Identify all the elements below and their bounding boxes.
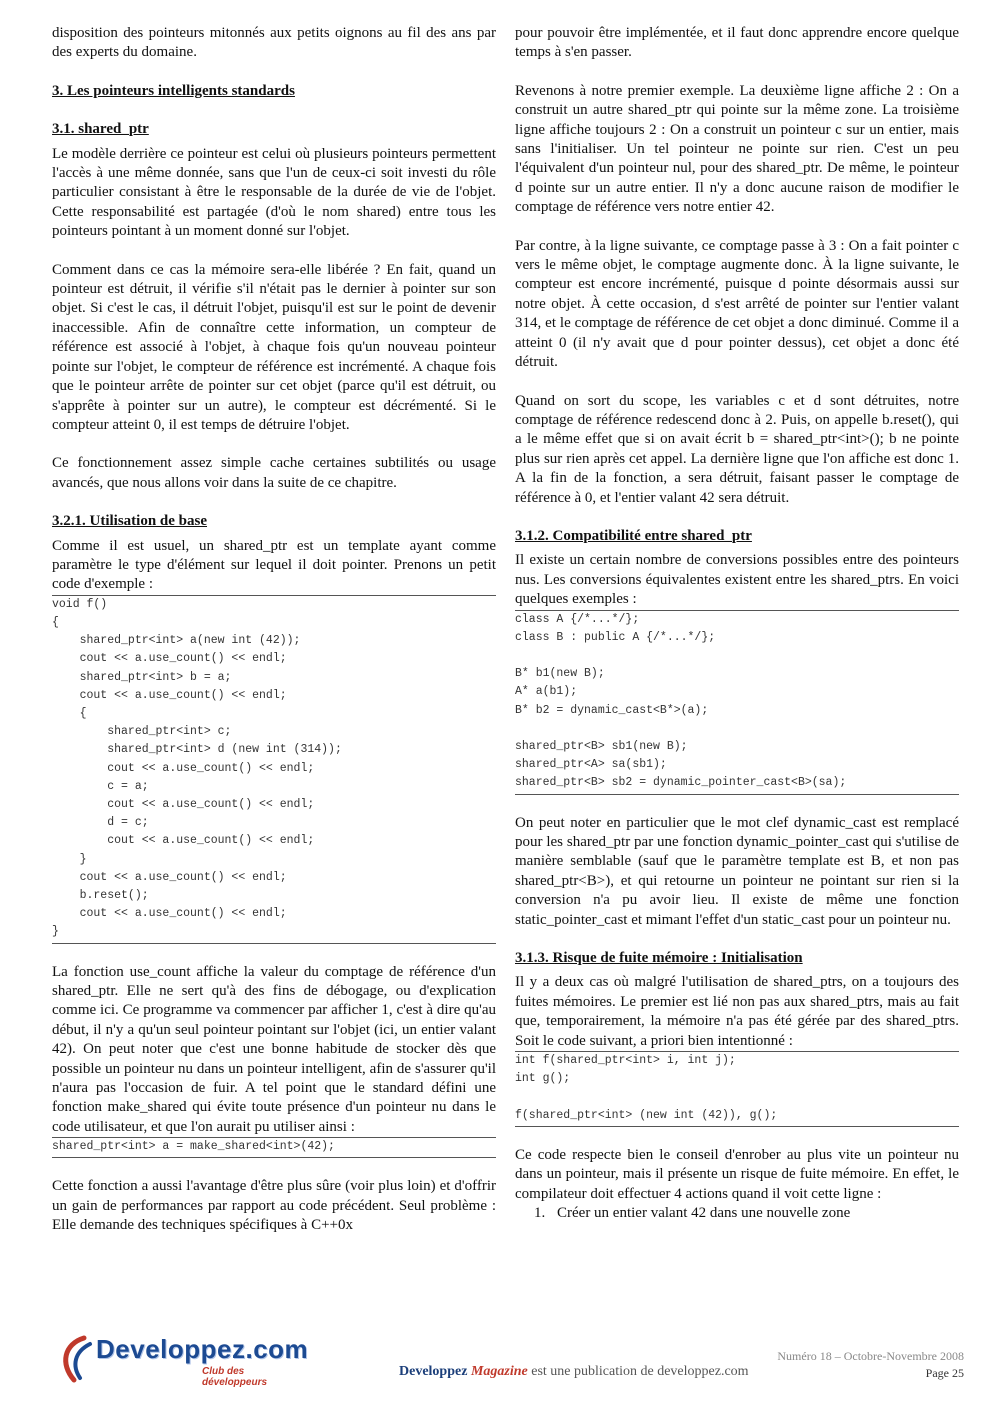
paragraph: On peut noter en particulier que le mot clef dynamic_cast est remplacé pour les shared_ptr par une fonction dynamic_pointer_cast qui s'utilise de manière semblable (sauf que le paramètre template est B, et non pas shared_ptr<B>), et qui retourne un pointeur ne pointant sur rien si la conversion n'a pu avoir lieu. Il existe de même une fonction static_pointer_cast et mimant l'effet d'un static_cast pour un pointeur nu. xyxy=(515,814,959,928)
code-block: class A {/*...*/}; class B : public A {/*...*/}; B* b1(new B); A* a(b1); B* b2 = dynamic_cast<B*>(a); shared_ptr<B> sb1(new B); shared_ptr<A> sa(sb1); shared_ptr<B> sb2 = dynamic_pointer_cast<B>(sa); xyxy=(515,610,959,795)
page-number: Page 25 xyxy=(925,1366,964,1380)
left-column xyxy=(52,24,496,1236)
code-block: shared_ptr<int> a = make_shared<int>(42); xyxy=(52,1137,496,1158)
section-heading: 3.1.2. Compatibilité entre shared_ptr xyxy=(515,527,752,544)
publication-text: est une publication de developpez.com xyxy=(527,1364,749,1379)
developpez-logo xyxy=(52,1334,312,1386)
paragraph: Quand on sort du scope, les variables c et d sont détruites, notre comptage de référence redescend donc à 2. Puis, on appelle b.reset(), qui a le même effet que si on avait écrit b = shared_ptr<int>(); b ne pointe plus sur rien après cet appel. La dernière ligne que l'on affiche est donc 1. A la fin de la fonction, a sera détruit, faisant passer le comptage de référence à 0, et l'entier valant 42 sera détruit. xyxy=(515,392,959,506)
paragraph: Il existe un certain nombre de conversions possibles entre des pointeurs nus. Les conversions équivalentes existent entre les shared_ptrs. En voici quelques exemples : xyxy=(515,552,959,608)
numbered-list xyxy=(515,1204,959,1223)
code-block: void f() { shared_ptr<int> a(new int (42)); cout << a.use_count() << endl; shared_ptr<int> b = a; cout << a.use_count() << endl; { shared_ptr<int> c; shared_ptr<int> d (new int (314)); cout << a.use_count() << endl; c = a; cout << a.use_count() << endl; d = c; cout << a.use_count() << endl; } cout << a.use_count() << endl; b.reset(); cout << a.use_count() << endl; } xyxy=(52,595,496,944)
paragraph: pour pouvoir être implémentée, et il faut donc apprendre encore quelque temps à s'en passer. xyxy=(515,25,959,61)
paragraph: Comme il est usuel, un shared_ptr est un template ayant comme paramètre le type d'élément sur lequel il doit pointer. Prenons un petit code d'exemple : xyxy=(52,537,496,593)
paragraph: disposition des pointeurs mitonnés aux petits oignons au fil des ans par des experts du domaine. xyxy=(52,25,496,61)
publication-line xyxy=(399,1364,749,1380)
paragraph: Il y a deux cas où malgré l'utilisation de shared_ptrs, on a toujours des fuites mémoires. Le premier est lié non pas aux shared_ptrs, mais au fait que, temporairement, la mémoire n'a pas été gérée par des shared_ptrs. Soit le code suivant, a priori bien intentionné : xyxy=(515,974,959,1049)
paragraph: Ce code respecte bien le conseil d'enrober au plus vite un pointeur nu dans un pointeur, mais il présente un risque de fuite mémoire. En effet, le compilateur doit effectuer 4 actions quand il voit cette ligne : xyxy=(515,1146,959,1202)
swirl-logo-icon xyxy=(54,1334,94,1384)
publication-magazine: Magazine xyxy=(470,1364,528,1379)
issue-number: Numéro 18 – Octobre-Novembre 2008 xyxy=(777,1349,964,1363)
logo-subtitle: Club des développeurs xyxy=(202,1366,268,1388)
publication-brand: Developpez xyxy=(399,1364,468,1379)
paragraph: Cette fonction a aussi l'avantage d'être plus sûre (voir plus loin) et d'offrir un gain de performances par rapport au code précédent. Seul problème : Elle demande des techniques spécifiques à C++0x xyxy=(52,1178,496,1234)
paragraph: Le modèle derrière ce pointeur est celui où plusieurs pointeurs permettent l'accès à une même donnée, sans que l'un de ceux-ci soit investi du rôle particulier consistant à être le responsable de la durée de vie de l'objet. Cette responsabilité est partagée (d'où le nom shared) entre tous les pointeurs pointant à un moment donné sur l'objet. xyxy=(52,145,496,240)
paragraph: Ce fonctionnement assez simple cache certaines subtilités ou usage avancés, que nous allons voir dans la suite de ce chapitre. xyxy=(52,455,496,491)
section-heading: 3.2.1. Utilisation de base xyxy=(52,513,208,530)
right-column xyxy=(515,24,959,1224)
code-block: int f(shared_ptr<int> i, int j); int g(); f(shared_ptr<int> (new int (42)), g(); xyxy=(515,1051,959,1127)
paragraph: La fonction use_count affiche la valeur du comptage de référence d'un shared_ptr. Elle ne sert qu'à des fins de débogage, ou d'explication comme ici. Ce programme va commencer par afficher 1, c'est à dire qu'au début, il n'y a qu'un seul pointeur pointant sur l'objet (ici, un entier valant 42). On peut noter que c'est une bonne habitude de stocker dès que possible un pointeur nu dans un pointeur intelligent, afin de s'assurer qu'il n'aura pas l'occasion de fuir. A tel point que le standard défini une fonction make_shared qui évite toute présence d'un pointeur nu dans le code utilisateur, et que l'on aurait pu utiliser ainsi : xyxy=(52,963,496,1135)
list-item: 1. Créer un entier valant 42 dans une nouvelle zone xyxy=(549,1204,959,1223)
paragraph: Comment dans ce cas la mémoire sera-elle libérée ? En fait, quand un pointeur est détruit, il vérifie s'il n'était pas le dernier à pointer sur son objet. Si c'est le cas, il détruit l'objet, puisqu'il est sur le point de devenir inaccessible. Afin de connaître cette information, un compteur de référence est associé à l'objet, à chaque fois qu'un nouveau pointeur pointe sur l'objet, le compteur de référence est incrémenté. A chaque fois que le pointeur arrête de pointer sur cet objet (parce qu'il est détruit, ou s'apprête à pointer sur un autre), le compteur est décrémenté. Si le compteur atteint 0, il est temps de détruire l'objet. xyxy=(52,261,496,433)
logo-text: Developpez.com xyxy=(96,1334,309,1364)
section-heading: 3. Les pointeurs intelligents standards xyxy=(52,82,295,99)
section-heading: 3.1.3. Risque de fuite mémoire : Initialisation xyxy=(515,950,803,967)
paragraph: Par contre, à la ligne suivante, ce comptage passe à 3 : On a fait pointer c vers le même objet, le comptage augmente donc. À la ligne suivante, le compteur est encore incrémenté, puisque d pointe désormais aussi sur notre objet. À cette occasion, d s'est arrêté de pointer sur l'entier valant 314, et le comptage de référence de cet objet a donc diminué. Comme il a atteint 0 (il n'y avait que d pour pointer dessus), cet objet a donc été détruit. xyxy=(515,237,959,371)
paragraph: Revenons à notre premier exemple. La deuxième ligne affiche 2 : On a construit un autre shared_ptr qui pointe sur la même zone. La troisième ligne affiche toujours 2 : On a construit un pointeur c sur un entier, mais sans l'initialiser. Un tel pointeur ne pointe sur rien. C'est un peu l'équivalent d'un pointeur nul, pour des shared_ptr. De même, le pointeur d pointe sur un autre entier. Il n'y a donc aucune raison de modifier le comptage de référence vers notre entier 42. xyxy=(515,82,959,216)
section-heading: 3.1. shared_ptr xyxy=(52,121,149,138)
